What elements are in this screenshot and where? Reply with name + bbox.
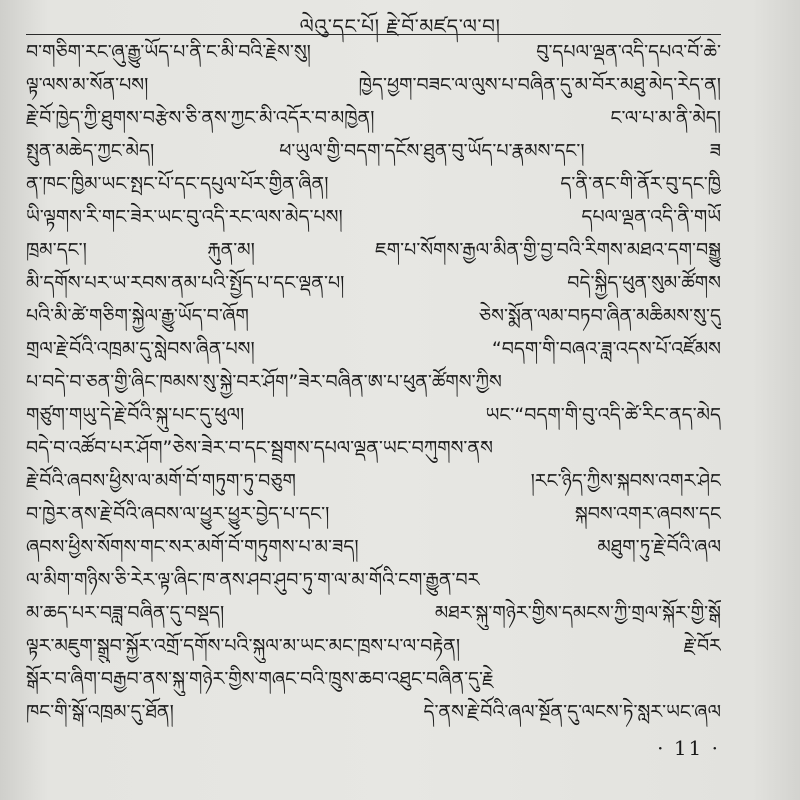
text-line: ལ་མིག་གཉིས་ཅི་རེར་ལྟ་ཞིང་ཁ་ནས་ཤབ་ཤུབ་ཏུ་ག་ལ་མ་གོའི་ངག་རྒྱུན་བར <box>26 569 480 591</box>
body-text <box>26 36 721 729</box>
header-rule <box>26 34 721 35</box>
text-line: ཞབས་ཕྱིས་སོགས་གང་སར་མགོ་བོ་གཏུགས་པ་མ་ཟད། མཐུག་ཏུ་རྗེ་བོའི་ཞལ <box>26 536 721 558</box>
text-line: ལྟ་ལས་མ་སོན་པས། ཁྱེད་ཕྱག་བཟང་ལ་ལུས་པ་བཞིན་དུ་མ་བོར་མཐུ་མེད་རེད་ན། <box>26 74 721 96</box>
text-line: སྤུན་མཆེད་ཀྱང་མེད། ཕ་ཡུལ་གྱི་བདག་དངོས་ཐུན་བུ་ཡོད་པ་རྣམས་དང་། ཟ <box>26 140 721 162</box>
text-line: བ་ཁྱེར་ནས་རྗེ་བོའི་ཞབས་ལ་ཕྱུར་ཕྱུར་བྱེད་པ་དང་། སྐབས་འགར་ཞབས་དང <box>26 503 721 525</box>
text-line: གྲལ་རྗེ་བོའི་འཁྲམ་དུ་སླེབས་ཞིན་པས། “བདག་གི་བཞའ་ཟླ་འདས་པོ་འཛོམས <box>26 338 721 360</box>
text-line: མི་དགོས་པར་ཡ་རབས་ནམ་པའི་སྤྱོད་པ་དང་ལྡན་པ། བདེ་སྐྱིད་ཕུན་སུམ་ཚོགས <box>26 272 721 294</box>
text-line: མ་ཆད་པར་བཟླ་བཞིན་དུ་བསྡད། མཐར་སྐུ་གཉེར་གྱིས་དམངས་ཀྱི་གྲལ་སྐོར་གྱི་སྒོ <box>26 602 721 624</box>
text-line: ན་ཁང་ཁྱིམ་ཡང་སྤང་པོ་དང་དཔུལ་པོར་གྱིན་ཞིན། ད་ནི་ནང་གི་ནོར་བུ་དང་ཁྱི <box>26 173 721 195</box>
text-line: པ་བདེ་བ་ཅན་གྱི་ཞིང་ཁམས་སུ་སྐྱེ་བར་ཤོག”ཟེར་བཞིན་ཨ་པ་ཕུན་ཚོགས་ཀྱིས <box>26 371 502 393</box>
page-number: · 11 · <box>657 736 720 760</box>
text-line: རྗེ་བོ་ཁྱེད་ཀྱི་ཐུགས་བརྩེས་ཅི་ནས་ཀྱང་མི་འདོར་བ་མཁྱེན། ང་ལ་པ་མ་ནི་མེད། <box>26 107 721 129</box>
text-line: བདེ་བ་འཚོབ་པར་ཤོག”ཅེས་ཟེར་བ་དང་སྦྲགས་དཔལ་ལྡན་ཡང་བཀུགས་ནས <box>26 437 493 459</box>
text-line: ཁྲམ་དང་། རྐུན་མ། ཇག་པ་སོགས་རྒྱལ་མིན་གྱི་བྱ་བའི་རིགས་མཐའ་དག་བསྒྱུ <box>26 239 721 261</box>
text-line: སྒོར་བ་ཞིག་བརྒྱབ་ནས་སྐུ་གཉེར་གྱིས་གཞང་བའི་ཁྲུས་ཆབ་འཐུང་བཞིན་དུ་རྗེ <box>26 668 494 690</box>
text-line: ཡི་ལྟགས་རི་གང་ཟེར་ཡང་བུ་འདི་རང་ལས་མེད་པས། དཔལ་ལྡན་འདི་ནི་གཡོ <box>26 206 721 228</box>
text-line: ཁང་གི་སྒོ་འཁྲམ་དུ་ཐོན། དེ་ནས་རྗེ་བོའི་ཞལ་སྔོན་དུ་ལངས་ཏེ་སླར་ཡང་ཞལ <box>26 701 721 723</box>
text-line: གཙུག་གཡུ་དེ་རྗེ་བོའི་སྐུ་པང་དུ་ཕུལ། ཡང་“བདག་གི་བུ་འདི་ཚེ་རིང་ནད་མེད <box>26 404 721 426</box>
text-line: པའི་མི་ཚེ་གཅིག་སྐྱེལ་རྒྱུ་ཡོད་བ་ཞོག ཅེས་སྨོན་ལམ་བཏབ་ཞིན་མཆིམས་སུ་དུ <box>26 305 721 327</box>
text-line: བ་གཅིག་རང་ཞུ་རྒྱུ་ཡོད་པ་ནི་ང་མི་བའི་རྗེས་སུ། བུ་དཔལ་ལྡན་འདི་དཔའ་བོ་ཆེ་ <box>26 41 721 63</box>
text-line: ལྟར་མཇུག་སྒྲུབ་སྐྱོར་འགྲོ་དགོས་པའི་སྐུལ་མ་ཡང་མང་ཁྲས་པ་ལ་བརྟེན། རྗེ་བོར <box>26 635 721 657</box>
running-head: ལེའུ་དང་པོ། རྗེ་བོ་མཛད་ལ་བ། <box>299 14 501 38</box>
text-line: རྗེ་བོའི་ཞབས་ཕྱིས་ལ་མགོ་བོ་གཏུག་ཏུ་བཅུག །རང་ཉིད་ཀྱིས་སྐབས་འགར་ཤེང <box>26 470 721 492</box>
